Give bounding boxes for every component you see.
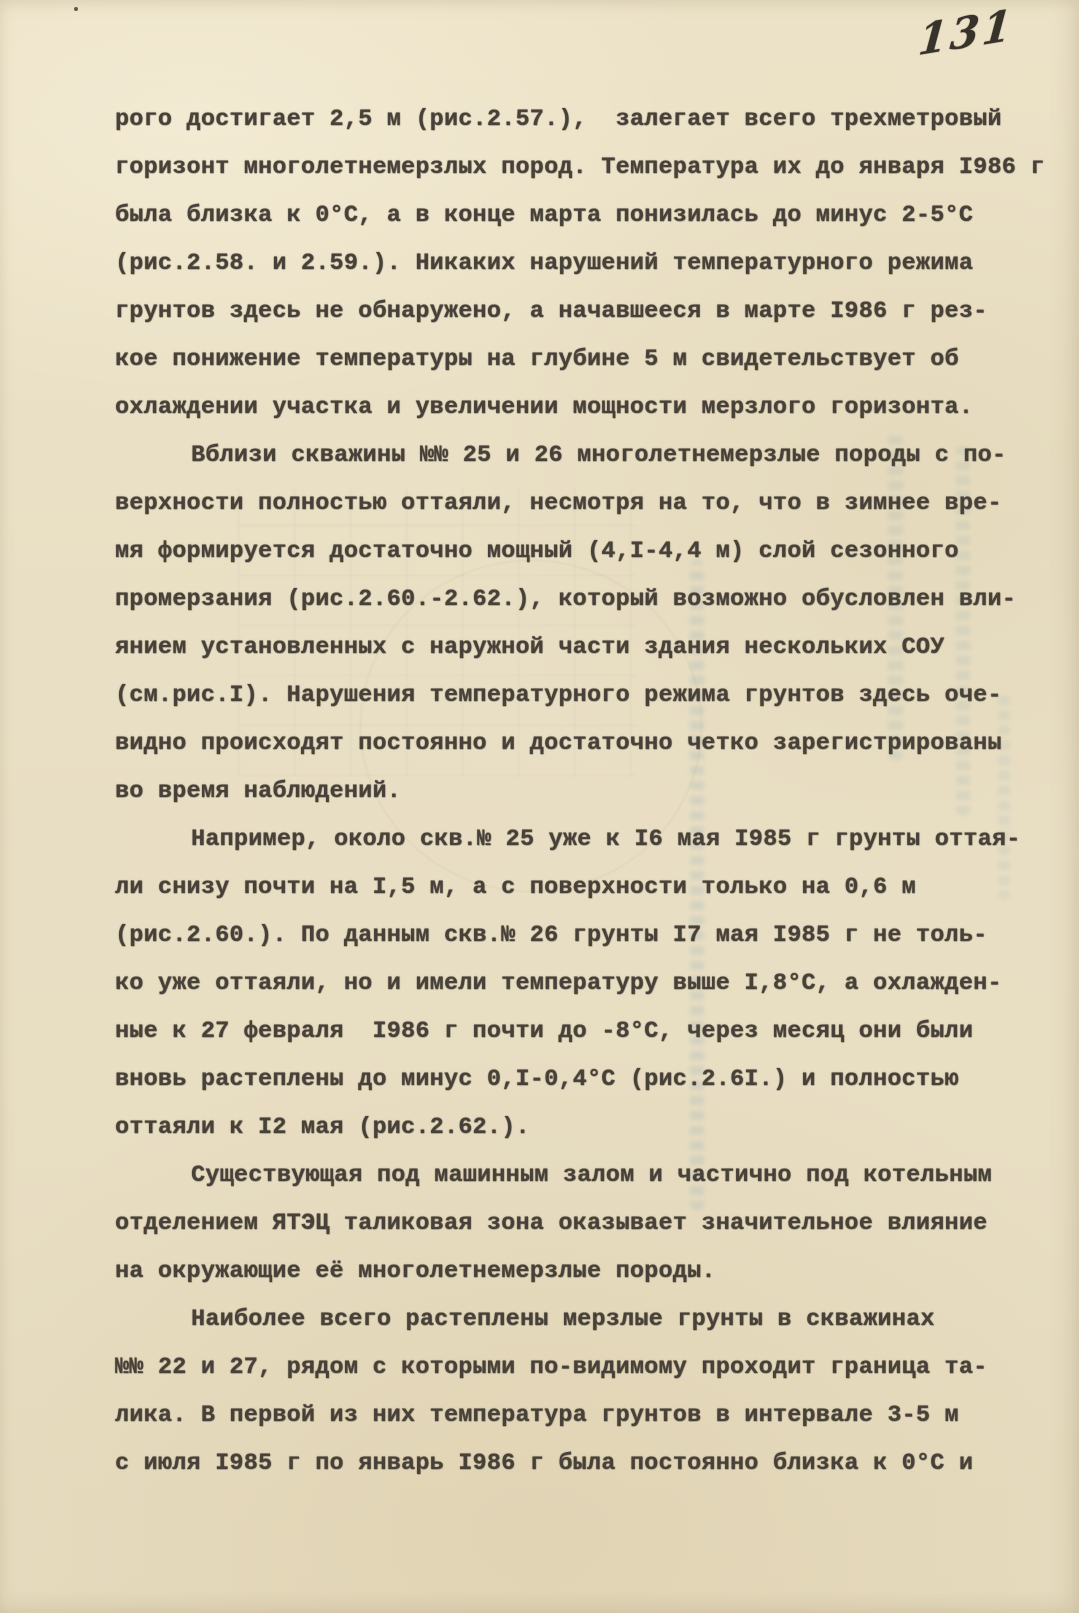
text-line: №№ 22 и 27, рядом с которыми по-видимому проходит граница та- <box>115 1354 988 1381</box>
text-line: (рис.2.60.). По данным скв.№ 26 грунты I7 мая I985 г не толь- <box>115 922 988 949</box>
text-line: видно происходят постоянно и достаточно четко зарегистрированы <box>115 730 1002 757</box>
text-line: отделением ЯТЭЦ таликовая зона оказывает значительное влияние <box>115 1210 988 1237</box>
text-line: на окружающие её многолетнемерзлые породы. <box>115 1258 716 1285</box>
text-line: грунтов здесь не обнаружено, а начавшееся в марте I986 г рез- <box>115 298 988 325</box>
text-line: оттаяли к I2 мая (рис.2.62.). <box>115 1114 530 1141</box>
page-number: 131 <box>916 0 1017 66</box>
text-line: мя формируется достаточно мощный (4,I-4,4 м) слой сезонного <box>115 538 959 565</box>
text-line: лика. В первой из них температура грунтов в интервале 3-5 м <box>115 1402 959 1429</box>
text-line: Вблизи скважины №№ 25 и 26 многолетнемерзлые породы с по- <box>191 442 1007 469</box>
text-line: ли снизу почти на I,5 м, а с поверхности только на 0,6 м <box>115 874 916 901</box>
text-line: рого достигает 2,5 м (рис.2.57.), залегает всего трехметровый <box>115 106 1002 133</box>
text-line: охлаждении участка и увеличении мощности мерзлого горизонта. <box>115 394 974 421</box>
text-line: была близка к 0°С, а в конце марта понизилась до минус 2-5°С <box>115 202 974 229</box>
text-block <box>115 96 1065 1488</box>
text-line: во время наблюдений. <box>115 778 402 805</box>
text-line: вновь растеплены до минус 0,I-0,4°С (рис.2.6I.) и полностью <box>115 1066 959 1093</box>
text-line: промерзания (рис.2.60.-2.62.), который возможно обусловлен вли- <box>115 586 1017 613</box>
text-line: Наиболее всего растеплены мерзлые грунты в скважинах <box>191 1306 935 1333</box>
text-line: (см.рис.I). Нарушения температурного режима грунтов здесь оче- <box>115 682 1002 709</box>
text-line: верхности полностью оттаяли, несмотря на то, что в зимнее вре- <box>115 490 1002 517</box>
text-line: ные к 27 февраля I986 г почти до -8°С, через месяц они были <box>115 1018 974 1045</box>
text-line: с июля I985 г по январь I986 г была постоянно близка к 0°С и <box>115 1450 974 1477</box>
text-line: горизонт многолетнемерзлых пород. Температура их до января I986 г <box>115 154 1045 181</box>
text-line: янием установленных с наружной части здания нескольких СОУ <box>115 634 945 661</box>
text-line: (рис.2.58. и 2.59.). Никаких нарушений температурного режима <box>115 250 974 277</box>
text-line: Существующая под машинным залом и частично под котельным <box>191 1162 992 1189</box>
ink-speck <box>74 7 78 11</box>
text-line: Например, около скв.№ 25 уже к I6 мая I985 г грунты оттая- <box>191 826 1021 853</box>
text-line: ко уже оттаяли, но и имели температуру выше I,8°С, а охлажден- <box>115 970 1002 997</box>
text-line: кое понижение температуры на глубине 5 м свидетельствует об <box>115 346 959 373</box>
